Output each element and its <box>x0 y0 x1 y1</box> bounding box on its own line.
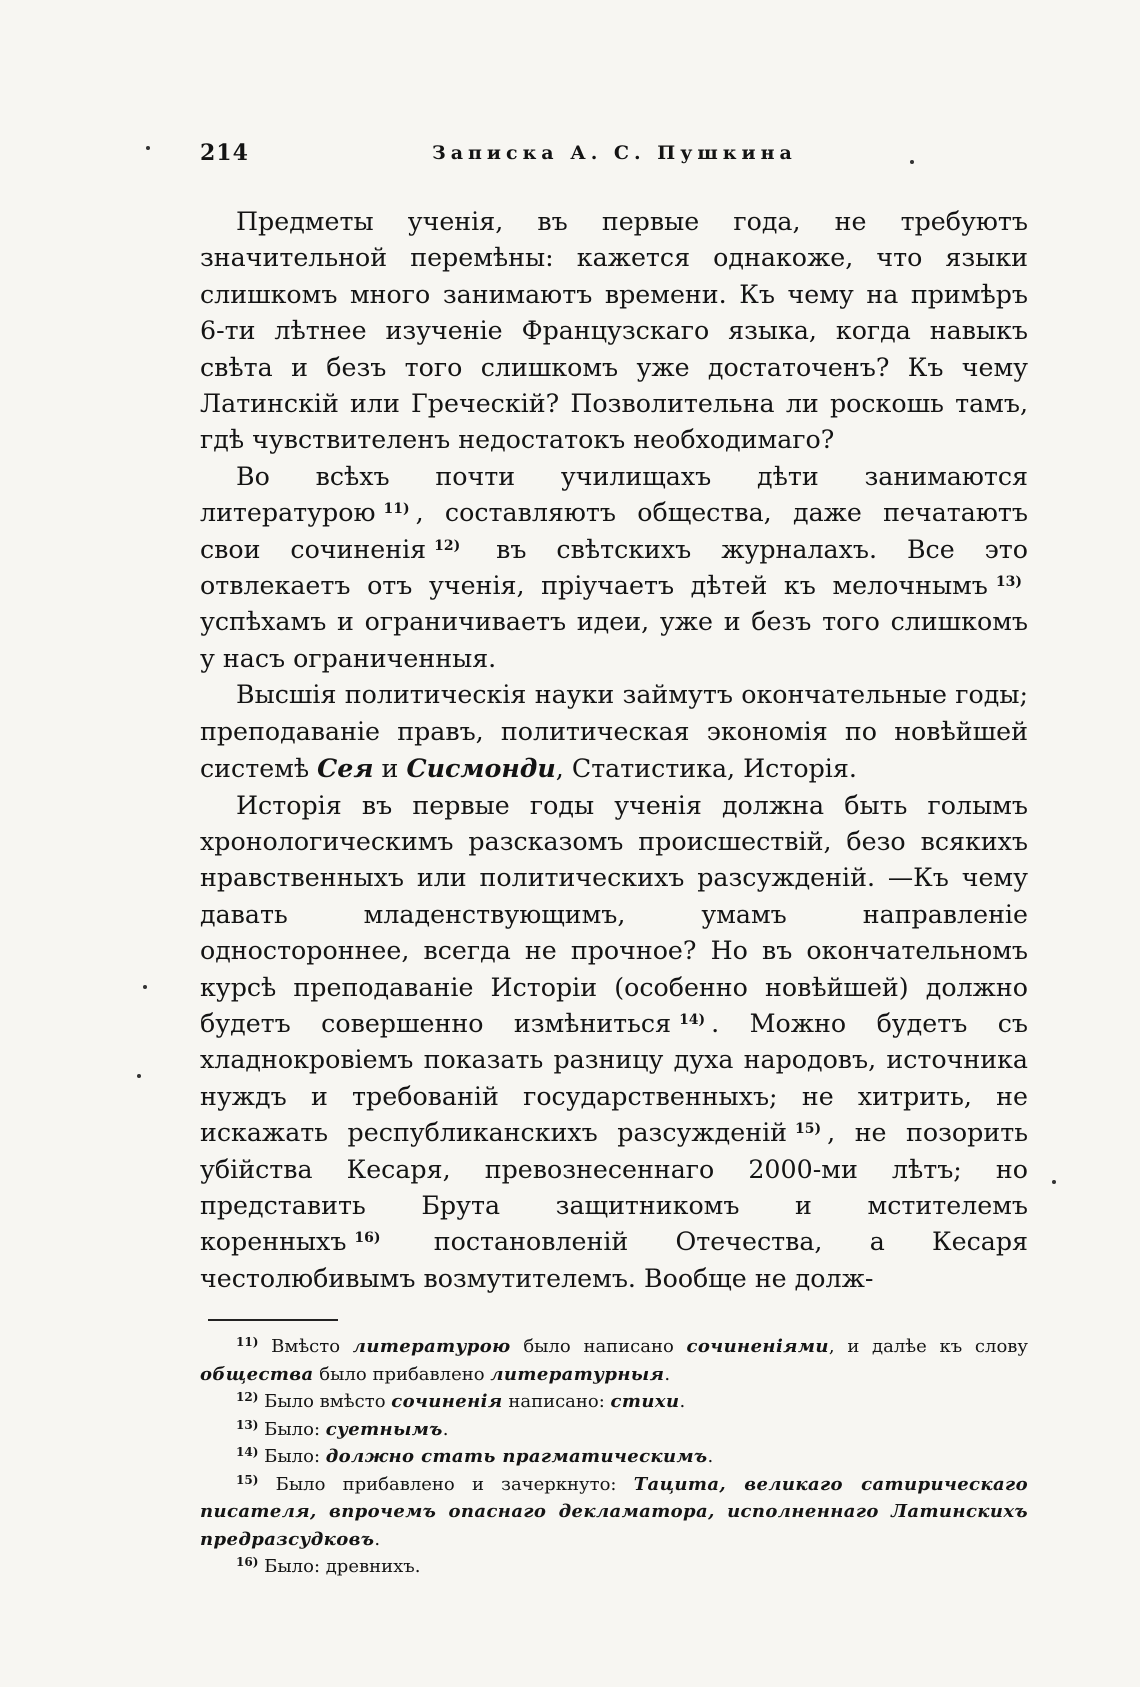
paragraph <box>200 204 1028 459</box>
main-text <box>200 204 1028 1297</box>
footnote-separator <box>208 1319 338 1321</box>
footnote <box>200 1443 1028 1471</box>
italic-text: Сисмонди <box>406 753 556 784</box>
footnote-marker: 13) <box>236 1417 259 1432</box>
footnote-reference: 12) <box>434 537 461 554</box>
footnote-reference: 14) <box>679 1011 706 1028</box>
footnote-marker: 12) <box>236 1390 259 1405</box>
text-run: было написано <box>510 1336 687 1358</box>
text-run: , составляютъ общества, даже печатаютъ свои сочиненія <box>200 498 1028 564</box>
text-run: постановленій Отечества, а Кесаря честолюбивымъ возмутителемъ. Вообще не долж- <box>200 1227 1028 1293</box>
italic-text: стихи <box>610 1391 680 1413</box>
italic-text: суетнымъ <box>325 1418 443 1440</box>
footnote-marker: 15) <box>236 1472 259 1487</box>
text-run: Было вмѣсто <box>258 1391 392 1413</box>
text-run: Предметы ученія, въ первые года, не требуютъ значительной перемѣны: кажется однакоже, что языки слишкомъ много занимаютъ времени. Къ чему на примѣръ 6-ти лѣтнее изученіе Французскаго языка, когда навыкъ свѣта и безъ того слишкомъ уже достаточенъ? Къ чему Латинскій или Греческій? Позволительна ли роскошь тамъ, гдѣ чувствителенъ недостатокъ необходимаго? <box>200 207 1028 455</box>
text-run: было прибавлено <box>313 1363 491 1385</box>
text-run: . <box>664 1363 671 1385</box>
text-run: Вмѣсто <box>258 1336 353 1358</box>
text-run: и <box>373 754 407 784</box>
page-header <box>200 138 1028 178</box>
footnote-reference: 16) <box>354 1230 381 1247</box>
italic-text: общества <box>200 1363 314 1385</box>
italic-text: сочиненіями <box>686 1336 829 1358</box>
text-run: въ свѣтскихъ журналахъ. Все это отвлекаетъ отъ ученія, пріучаетъ дѣтей къ мелочнымъ <box>200 534 1028 601</box>
text-run: , Статистика, Исторія. <box>555 754 857 784</box>
italic-text: литературою <box>352 1336 511 1358</box>
text-run: Высшія политическія науки займутъ окончательные годы; преподаваніе правъ, политическая экономія по новѣйшей системѣ <box>200 680 1028 784</box>
footnote <box>200 1388 1028 1416</box>
scan-speck <box>1052 1180 1056 1184</box>
scan-speck <box>143 985 147 989</box>
text-run: Было: древнихъ. <box>258 1556 421 1578</box>
paragraph <box>200 677 1028 787</box>
footnote-reference: 13) <box>995 574 1022 591</box>
text-run: . <box>374 1528 381 1550</box>
italic-text: Тацита, великаго сатирическаго писателя, впрочемъ опаснаго декламатора, исполненнаго Латинскихъ предразсудковъ <box>200 1473 1028 1550</box>
footnote-reference: 11) <box>383 501 410 518</box>
scan-speck <box>146 146 150 150</box>
text-run: . Можно будетъ съ хладнокровіемъ показать разницу духа народовъ, источника нуждъ и требованій государственныхъ; не хитрить, не искажать республиканскихъ разсужденій <box>200 1008 1029 1148</box>
footnote-marker: 11) <box>236 1335 259 1350</box>
text-run: успѣхамъ и ограничиваетъ идеи, уже и безъ того слишкомъ у насъ ограниченныя. <box>200 607 1028 673</box>
footnote-reference: 15) <box>795 1121 822 1138</box>
footnote <box>200 1416 1028 1444</box>
book-page <box>200 138 1028 1581</box>
paragraph <box>200 788 1028 1298</box>
text-run: Было прибавлено и зачеркнуто: <box>258 1473 634 1495</box>
text-run: , и далѣе къ слову <box>828 1336 1028 1358</box>
scan-speck <box>137 1074 141 1078</box>
text-run: . <box>442 1418 449 1440</box>
text-run: Во всѣхъ почти училищахъ дѣти занимаются литературою <box>200 461 1028 528</box>
footnote-marker: 16) <box>236 1555 259 1570</box>
text-run: Было: <box>258 1418 326 1440</box>
italic-text: сочиненія <box>391 1391 503 1413</box>
footnote-marker: 14) <box>236 1445 259 1460</box>
italic-text: должно стать прагматическимъ <box>325 1446 708 1468</box>
text-run: . <box>679 1391 686 1413</box>
text-run: . <box>707 1446 714 1468</box>
text-run: Исторія въ первые годы ученія должна быть голымъ хронологическимъ разсказомъ происшествій, безо всякихъ нравственныхъ или политическихъ разсужденій. —Къ чему давать младенствующимъ, умамъ направленіе одностороннее, всегда не прочное? Но въ окончательномъ курсѣ преподаваніе Исторіи (особенно новѣйшей) должно будетъ совершенно измѣниться <box>200 790 1028 1038</box>
italic-text: Сея <box>317 753 374 784</box>
running-title: Записка А. С. Пушкина <box>432 142 797 164</box>
footnote <box>200 1333 1028 1388</box>
footnote <box>200 1553 1028 1581</box>
footnote <box>200 1471 1028 1554</box>
text-run: , не позорить убійства Кесаря, превознесеннаго 2000-ми лѣтъ; но представить Брута защитникомъ и мстителемъ коренныхъ <box>200 1118 1028 1257</box>
paragraph <box>200 459 1028 677</box>
text-run: написано: <box>502 1391 611 1413</box>
page-number: 214 <box>200 140 249 166</box>
text-run: Было: <box>258 1446 326 1468</box>
footnotes <box>200 1333 1028 1581</box>
italic-text: литературныя <box>490 1363 665 1385</box>
